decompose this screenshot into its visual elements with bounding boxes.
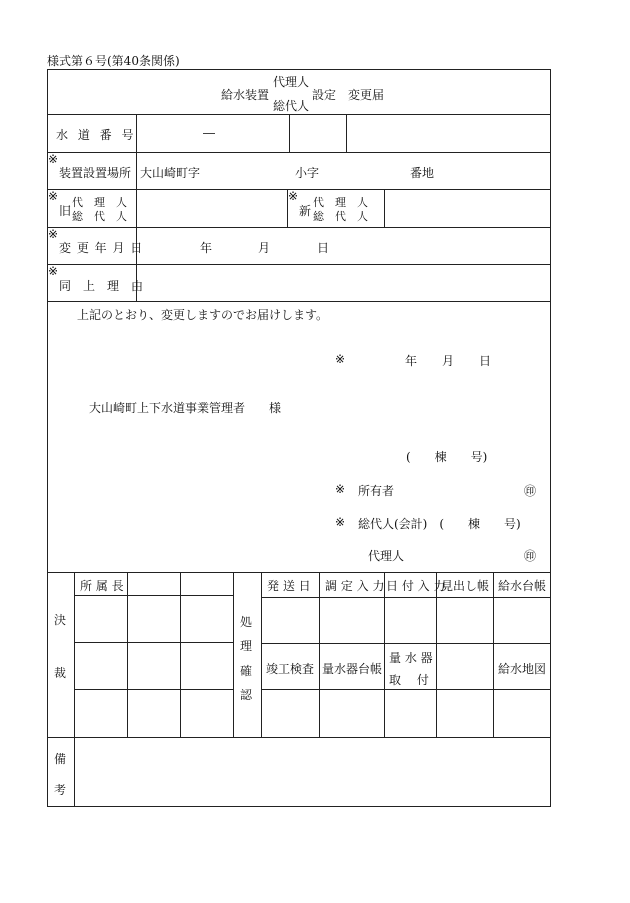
title-role-bottom: 総代人 [273, 99, 310, 113]
agent-split-2 [384, 189, 385, 227]
location-koaza: 小字 [295, 166, 320, 180]
ap-lh3 [74, 689, 234, 690]
outer-top [47, 69, 551, 70]
reason-label: 同 上 理 由 [59, 279, 144, 293]
chief-label: 所 属 長 [80, 579, 124, 593]
change-year: 年 [200, 241, 213, 255]
outer-left [47, 69, 48, 807]
completion-check-label: 竣工検査 [266, 662, 315, 676]
addressee: 大山崎町上下水道事業管理者 様 [89, 401, 282, 415]
sep-agent [47, 227, 551, 228]
owner-kome: ※ [335, 482, 346, 496]
ap-rh1 [261, 597, 551, 598]
outer-right [550, 69, 551, 807]
outer-bottom [47, 806, 551, 807]
date-input-label: 日 付 入 力 [386, 579, 446, 593]
date-day: 日 [479, 354, 492, 368]
supply-ledger-label: 給水台帳 [498, 579, 547, 593]
sent-date-label: 発 送 日 [267, 579, 311, 593]
processing-2: 理 [240, 639, 253, 653]
processing-1: 処 [240, 615, 253, 629]
date-kome: ※ [335, 352, 346, 366]
kome-mark: ※ [48, 264, 59, 278]
sep-approval [47, 737, 551, 738]
title-role-top: 代理人 [273, 75, 310, 89]
location-label: 装置設置場所 [59, 166, 132, 180]
kome-mark: ※ [48, 189, 59, 203]
seal-owner: ㊞ [524, 484, 537, 498]
water-split-1 [289, 114, 290, 152]
index-book-label: 見出し帳 [441, 579, 490, 593]
water-number-dash: ― [203, 126, 215, 140]
processing-4: 認 [240, 688, 253, 702]
kome-mark: ※ [288, 189, 299, 203]
sep-title [47, 114, 551, 115]
ap-v2 [127, 572, 128, 737]
agent-label: 代理人 [368, 549, 405, 563]
location-banchi: 番地 [410, 166, 435, 180]
kessai-1: 決 [54, 613, 67, 627]
change-day: 日 [317, 241, 330, 255]
sep-location [47, 189, 551, 190]
new-label: 新 [299, 204, 312, 218]
adjust-input-label: 調 定 入 力 [325, 579, 385, 593]
ap-v3 [180, 572, 181, 737]
remarks-1: 備 [54, 752, 67, 766]
water-number-label: 水 道 番 号 [56, 128, 137, 142]
location-town: 大山崎町字 [140, 166, 201, 180]
statement-text: 上記のとおり、変更しますのでお届けします。 [77, 308, 329, 322]
sep-reason [47, 301, 551, 302]
general-agent-label: 総代人(会計) ( 棟 号) [358, 517, 521, 531]
ap-rh2 [261, 643, 551, 644]
meter-install-1: 量 水 器 [389, 651, 433, 665]
new-agent-label: 代 理 人 [313, 196, 368, 209]
kome-mark: ※ [48, 227, 59, 241]
new-general-agent-label: 総 代 人 [313, 210, 368, 223]
date-month: 月 [442, 354, 455, 368]
kome-mark: ※ [48, 152, 59, 166]
title-suffix: 設定 変更届 [312, 88, 385, 102]
form-number: 様式第６号(第40条関係) [47, 54, 180, 68]
building-number: ( 棟 号) [406, 450, 488, 464]
ap-v4 [233, 572, 234, 737]
remarks-2: 考 [54, 783, 67, 797]
kessai-2: 裁 [54, 666, 67, 680]
old-agent-label: 代 理 人 [72, 196, 127, 209]
title-prefix: 給水装置 [221, 88, 270, 102]
meter-ledger-label: 量水器台帳 [322, 662, 383, 676]
sep-change [47, 264, 551, 265]
ap-lh1 [74, 595, 234, 596]
date-year: 年 [405, 354, 418, 368]
processing-3: 確 [240, 664, 253, 678]
sep-statement [47, 572, 551, 573]
seal-agent: ㊞ [524, 549, 537, 563]
water-split-2 [346, 114, 347, 152]
supply-map-label: 給水地図 [498, 662, 547, 676]
general-kome: ※ [335, 515, 346, 529]
sep-water [47, 152, 551, 153]
owner-label: 所有者 [358, 484, 395, 498]
change-date-label: 変 更 年 月 日 [59, 241, 144, 255]
old-label: 旧 [59, 204, 72, 218]
meter-install-2: 取 付 [389, 673, 429, 687]
ap-lh2 [74, 642, 234, 643]
old-general-agent-label: 総 代 人 [72, 210, 127, 223]
ap-rh3 [261, 689, 551, 690]
change-month: 月 [258, 241, 271, 255]
